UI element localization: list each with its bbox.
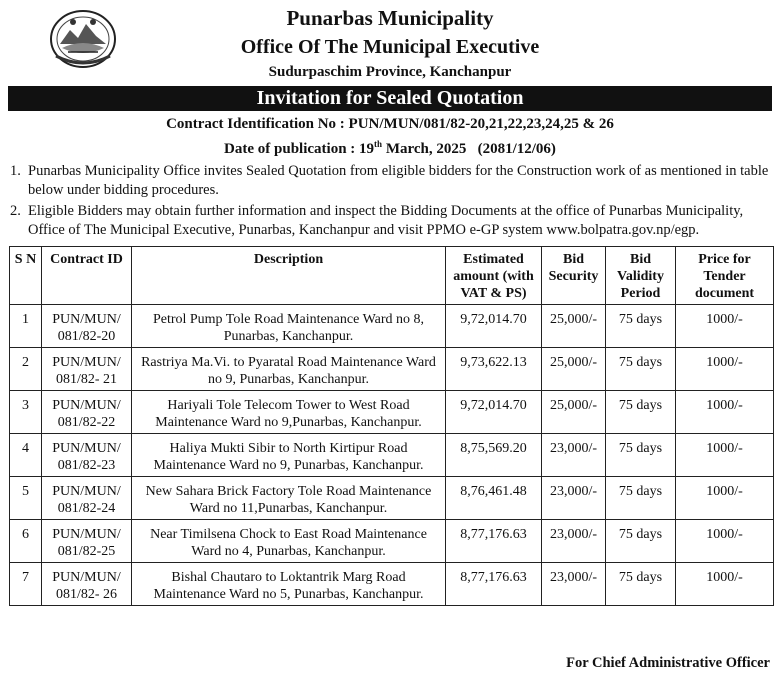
header-price: Price for Tender document (676, 247, 774, 305)
cell-amount: 9,72,014.70 (446, 305, 542, 348)
cell-validity: 75 days (606, 520, 676, 563)
header-sn: S N (10, 247, 42, 305)
cell-sn: 5 (10, 477, 42, 520)
office-name: Office Of The Municipal Executive (240, 36, 540, 58)
paragraph-text: Eligible Bidders may obtain further information and inspect the Bidding Documents at the office of Punarbas Municipality, Office of The Municipal Executive, Punarbas, Kanchanpur and visit PPMO e-GP system www.bolpatra.gov.np/egp. (28, 203, 744, 238)
publication-date (0, 139, 780, 158)
header-validity: Bid Validity Period (606, 247, 676, 305)
cell-security: 23,000/- (542, 563, 606, 606)
table-row (10, 520, 774, 563)
table-row (10, 477, 774, 520)
office-location: Sudurpaschim Province, Kanchanpur (268, 64, 512, 80)
cell-contract-id: PUN/MUN/ 081/82- 21 (42, 348, 132, 391)
cell-security: 23,000/- (542, 520, 606, 563)
cell-contract-id: PUN/MUN/ 081/82-22 (42, 391, 132, 434)
cell-amount: 9,73,622.13 (446, 348, 542, 391)
cell-amount: 9,72,014.70 (446, 391, 542, 434)
cell-contract-id: PUN/MUN/ 081/82-23 (42, 434, 132, 477)
table-row (10, 391, 774, 434)
cell-validity: 75 days (606, 305, 676, 348)
cell-security: 25,000/- (542, 348, 606, 391)
cell-security: 25,000/- (542, 391, 606, 434)
header-amount: Estimated amount (with VAT & PS) (446, 247, 542, 305)
cell-price: 1000/- (676, 348, 774, 391)
table-row (10, 348, 774, 391)
cell-contract-id: PUN/MUN/ 081/82- 26 (42, 563, 132, 606)
header-description: Description (132, 247, 446, 305)
cell-description: Rastriya Ma.Vi. to Pyaratal Road Maintenance Ward no 9, Punarbas, Kanchanpur. (132, 348, 446, 391)
cell-price: 1000/- (676, 305, 774, 348)
paragraph-2 (10, 202, 775, 240)
cell-description: Haliya Mukti Sibir to North Kirtipur Road Maintenance Ward no 9, Punarbas, Kanchanpur. (132, 434, 446, 477)
paragraph-number: 1. (10, 163, 21, 179)
table-row (10, 563, 774, 606)
cell-description: Near Timilsena Chock to East Road Maintenance Ward no 4, Punarbas, Kanchanpur. (132, 520, 446, 563)
cell-description: Bishal Chautaro to Loktantrik Marg Road Maintenance Ward no 5, Punarbas, Kanchanpur. (132, 563, 446, 606)
contracts-table (9, 246, 774, 606)
cell-sn: 3 (10, 391, 42, 434)
cell-price: 1000/- (676, 520, 774, 563)
cell-security: 25,000/- (542, 305, 606, 348)
table-row (10, 434, 774, 477)
cell-contract-id: PUN/MUN/ 081/82-25 (42, 520, 132, 563)
cell-amount: 8,77,176.63 (446, 563, 542, 606)
cell-description: Petrol Pump Tole Road Maintenance Ward no 8, Punarbas, Kanchanpur. (132, 305, 446, 348)
publication-label: Date of publication : (224, 141, 356, 157)
table-header-row (10, 247, 774, 305)
cell-description: New Sahara Brick Factory Tole Road Maintenance Ward no 11,Punarbas, Kanchanpur. (132, 477, 446, 520)
cell-price: 1000/- (676, 391, 774, 434)
municipality-name: Punarbas Municipality (286, 6, 494, 30)
cell-amount: 8,77,176.63 (446, 520, 542, 563)
paragraph-text: Punarbas Municipality Office invites Sealed Quotation from eligible bidders for the Construction work of as mentioned in table below under bidding procedures. (28, 163, 769, 198)
cell-sn: 4 (10, 434, 42, 477)
cell-contract-id: PUN/MUN/ 081/82-24 (42, 477, 132, 520)
cell-sn: 2 (10, 348, 42, 391)
header-security: Bid Security (542, 247, 606, 305)
publication-rest: March, 2025 (2081/12/06) (385, 141, 556, 157)
cell-sn: 7 (10, 563, 42, 606)
cell-amount: 8,75,569.20 (446, 434, 542, 477)
signatory-line: For Chief Administrative Officer (566, 655, 770, 671)
contract-identification: Contract Identification No : PUN/MUN/081/82-20,21,22,23,24,25 & 26 (166, 116, 614, 132)
header-contract-id: Contract ID (42, 247, 132, 305)
cell-price: 1000/- (676, 434, 774, 477)
cell-validity: 75 days (606, 391, 676, 434)
cell-validity: 75 days (606, 348, 676, 391)
cell-price: 1000/- (676, 477, 774, 520)
cell-validity: 75 days (606, 434, 676, 477)
cell-contract-id: PUN/MUN/ 081/82-20 (42, 305, 132, 348)
paragraph-1 (10, 162, 775, 200)
cell-description: Hariyali Tole Telecom Tower to West Road Maintenance Ward no 9,Punarbas, Kanchanpur. (132, 391, 446, 434)
cell-price: 1000/- (676, 563, 774, 606)
publication-day: 19 (359, 141, 375, 157)
cell-sn: 1 (10, 305, 42, 348)
cell-sn: 6 (10, 520, 42, 563)
cell-security: 23,000/- (542, 477, 606, 520)
cell-validity: 75 days (606, 477, 676, 520)
notice-title: Invitation for Sealed Quotation (8, 86, 772, 111)
cell-validity: 75 days (606, 563, 676, 606)
paragraph-number: 2. (10, 203, 21, 219)
publication-day-suffix: th (374, 139, 383, 149)
cell-amount: 8,76,461.48 (446, 477, 542, 520)
table-row (10, 305, 774, 348)
cell-security: 23,000/- (542, 434, 606, 477)
